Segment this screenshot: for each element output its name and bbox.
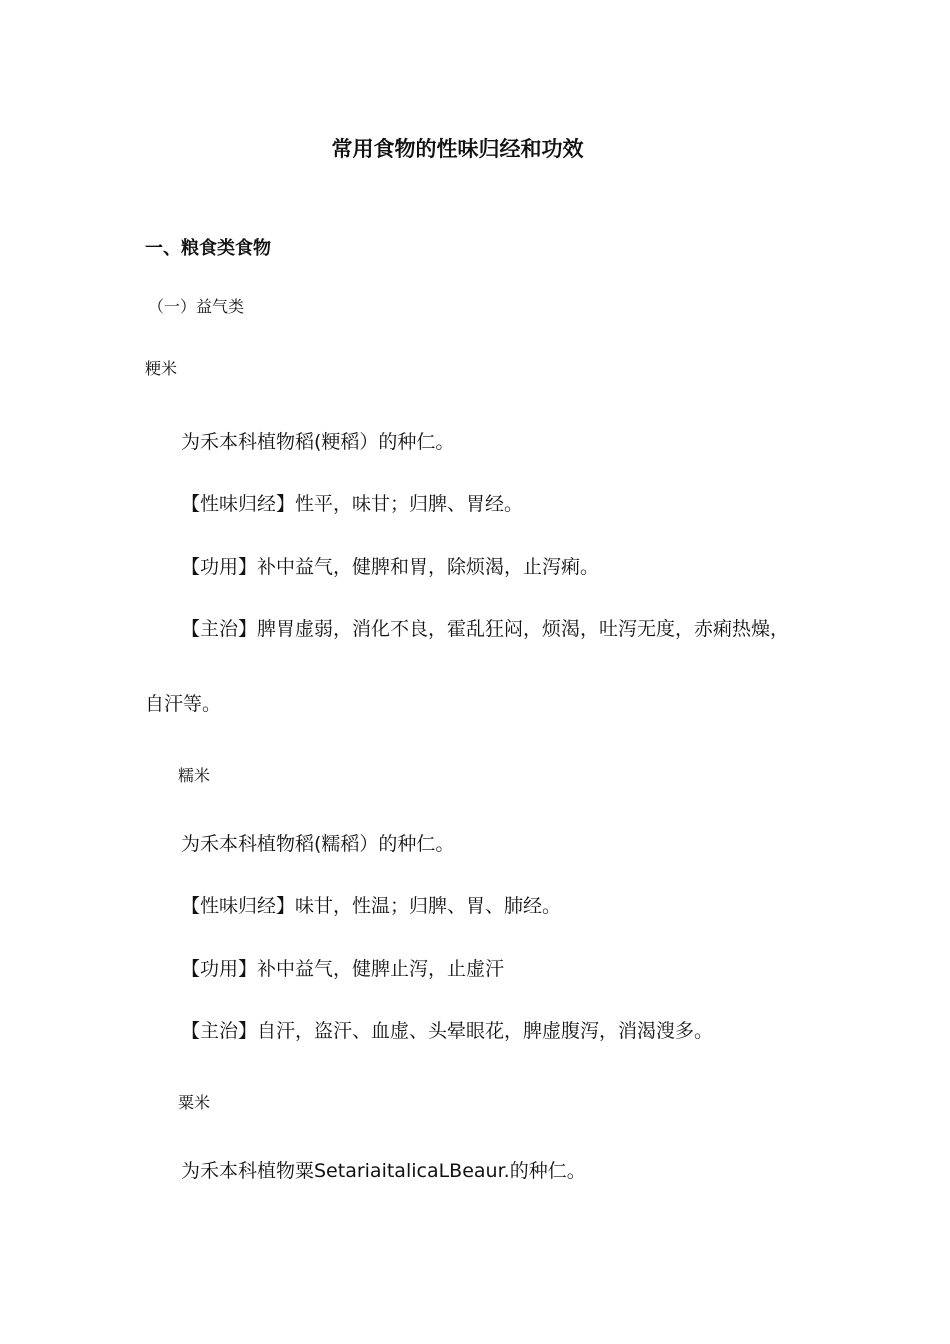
section-heading: 一、粮食类食物 <box>145 238 271 259</box>
document-title: 常用食物的性味归经和功效 <box>331 137 584 161</box>
food-treatment: 【主治】自汗，盗汗、血虚、头晕眼花，脾虚腹泻，消渴溲多。 <box>181 1020 714 1042</box>
food-nature: 【性味归经】味甘，性温；归脾、胃、肺经。 <box>181 895 562 917</box>
subsection-heading: （一）益气类 <box>148 297 245 316</box>
food-intro: 为禾本科植物粟SetariaitalicaLBeaur.的种仁。 <box>181 1160 586 1182</box>
food-name-nuomi: 糯米 <box>178 766 211 785</box>
food-nature: 【性味归经】性平，味甘；归脾、胃经。 <box>181 493 524 515</box>
food-name-sumi: 粟米 <box>178 1093 211 1112</box>
food-treatment: 【主治】脾胃虚弱，消化不良，霍乱狂闷，烦渴，吐泻无度，赤痢热燥， <box>181 618 790 640</box>
food-intro: 为禾本科植物稻(粳稻）的种仁。 <box>181 431 455 453</box>
food-function: 【功用】补中益气，健脾和胃，除烦渴，止泻痢。 <box>181 556 600 578</box>
food-name-jingmi: 粳米 <box>145 359 178 378</box>
food-treatment-continued: 自汗等。 <box>145 693 222 715</box>
food-intro: 为禾本科植物稻(糯稻）的种仁。 <box>181 833 455 855</box>
food-function: 【功用】补中益气，健脾止泻，止虚汗 <box>181 958 505 980</box>
